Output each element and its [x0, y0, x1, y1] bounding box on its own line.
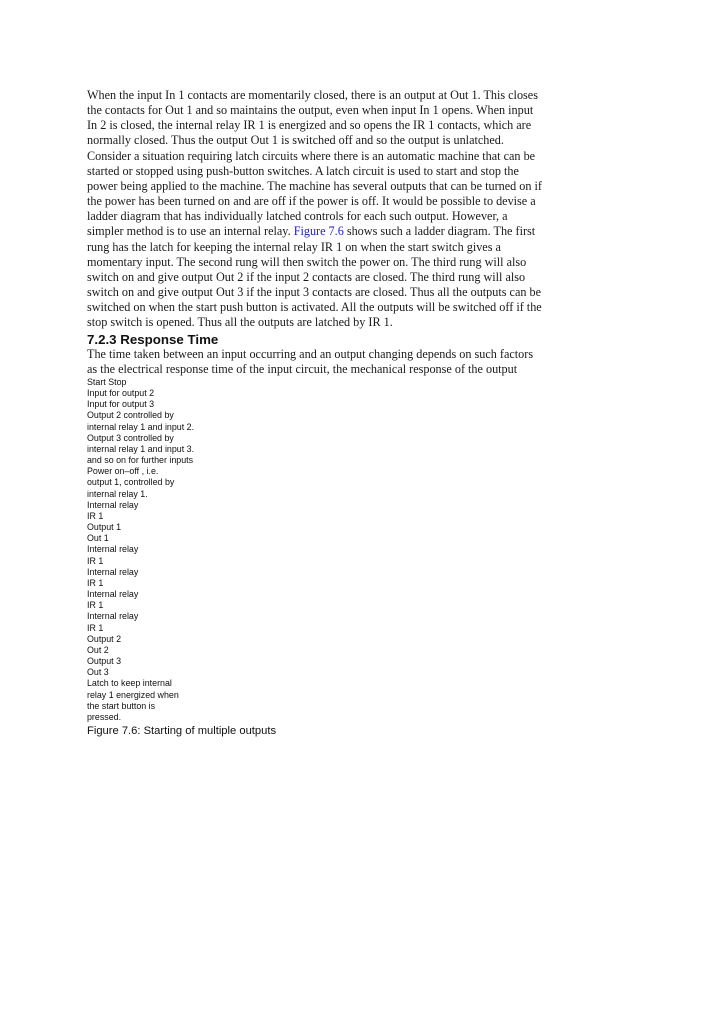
text-line: power being applied to the machine. The machine has several outputs that can be turned on if: [87, 178, 542, 193]
paragraph-response-time: [87, 347, 607, 377]
figure-label: Output 2: [87, 633, 122, 644]
section-heading: 7.2.3 Response Time: [87, 331, 219, 347]
figure-label: Out 3: [87, 667, 109, 678]
text-line: In 2 is closed, the internal relay IR 1 is energized and so opens the IR 1 contacts, which are: [87, 118, 532, 133]
figure-label: Start Stop: [87, 376, 127, 387]
text-line: stop switch is opened. Thus all the outputs are latched by IR 1.: [87, 315, 393, 330]
figure-label: IR 1: [87, 510, 104, 521]
figure-label: internal relay 1 and input 3.: [87, 443, 195, 454]
figure-label: IR 1: [87, 600, 104, 611]
text-line: as the electrical response time of the input circuit, the mechanical response of the output: [87, 361, 518, 376]
figure-label: pressed.: [87, 711, 122, 722]
text-line: the contacts for Out 1 and so maintains the output, even when input In 1 opens. When input: [87, 103, 534, 118]
figure-label: Internal relay: [87, 589, 139, 600]
figure-label: relay 1 energized when: [87, 689, 179, 700]
text-line: the power has been turned on and are off if the power is off. It would be possible to devise a: [87, 194, 536, 209]
figure-label: Output 3 controlled by: [87, 432, 174, 443]
figure-label: Internal relay: [87, 566, 139, 577]
text-line: started or stopped using push-button switches. A latch circuit is used to start and stop the: [87, 163, 519, 178]
document-page: [87, 88, 607, 738]
text-line: switch on and give output Out 2 if the input 2 contacts are closed. The third rung will also: [87, 269, 526, 284]
figure-label: Internal relay: [87, 499, 139, 510]
text-line: normally closed. Thus the output Out 1 is switched off and so the output is unlatched.: [87, 133, 504, 148]
text-line: switch on and give output Out 3 if the input 3 contacts are closed. Thus all the outputs can be: [87, 285, 542, 300]
figure-label: IR 1: [87, 555, 104, 566]
text-line: When the input In 1 contacts are momentarily closed, there is an output at Out 1. This closes: [87, 88, 538, 102]
figure-label-list: [87, 377, 607, 723]
text-line: ladder diagram that has individually latched controls for each such output. However, a: [87, 209, 508, 224]
text-line: The time taken between an input occurring and an output changing depends on such factors: [87, 346, 534, 361]
text-line: switched on when the start push button is activated. All the outputs will be switched off if the: [87, 300, 542, 315]
figure-label: Out 1: [87, 533, 109, 544]
figure-label: output 1, controlled by: [87, 477, 175, 488]
figure-label: Output 3: [87, 656, 122, 667]
text-segment: shows such a ladder diagram. The first: [343, 224, 536, 239]
figure-label: Output 1: [87, 522, 122, 533]
figure-label: IR 1: [87, 577, 104, 588]
figure-label: and so on for further inputs: [87, 455, 194, 466]
figure-label: internal relay 1 and input 2.: [87, 421, 195, 432]
figure-label: Output 2 controlled by: [87, 410, 174, 421]
figure-7-6-link[interactable]: Figure 7.6: [293, 224, 344, 239]
figure-label: Out 2: [87, 644, 109, 655]
figure-label: Latch to keep internal: [87, 678, 172, 689]
figure-label: internal relay 1.: [87, 488, 148, 499]
text-line-with-link: [87, 224, 607, 239]
text-line: momentary input. The second rung will then switch the power on. The third rung will also: [87, 254, 527, 269]
figure-label: Power on–off , i.e.: [87, 466, 159, 477]
figure-label: Internal relay: [87, 611, 139, 622]
text-line: rung has the latch for keeping the internal relay IR 1 on when the start switch gives a: [87, 239, 501, 254]
text-line: Consider a situation requiring latch circuits where there is an automatic machine that can be: [87, 148, 536, 163]
figure-label: Internal relay: [87, 544, 139, 555]
figure-label: Input for output 2: [87, 387, 155, 398]
text-segment: simpler method is to use an internal relay.: [87, 224, 294, 239]
figure-label: IR 1: [87, 622, 104, 633]
paragraph-latch-circuits: [87, 88, 607, 331]
figure-caption: Figure 7.6: Starting of multiple outputs: [87, 725, 277, 738]
figure-label: the start button is: [87, 700, 156, 711]
figure-label: Input for output 3: [87, 399, 155, 410]
